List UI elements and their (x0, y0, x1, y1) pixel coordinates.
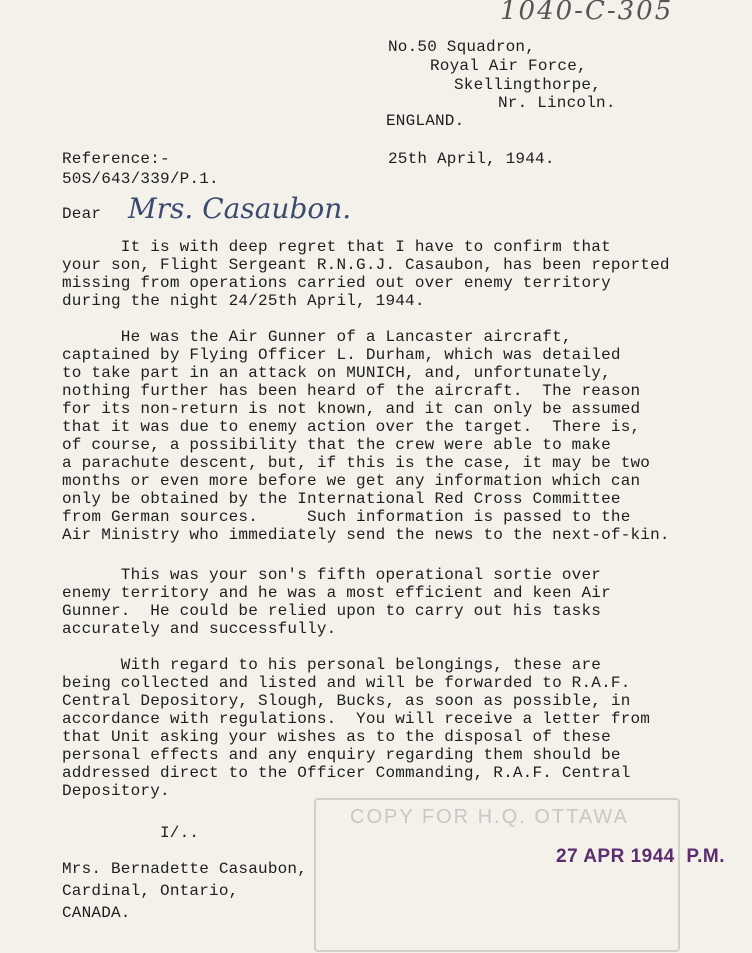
paragraph-line: a parachute descent, but, if this is the case, it may be two (62, 454, 651, 472)
paragraph-line: captained by Flying Officer L. Durham, which was detailed (62, 346, 621, 364)
paragraph-line: With regard to his personal belongings, these are (62, 656, 602, 674)
paragraph-line: from German sources. Such information is passed to the (62, 508, 631, 526)
paragraph-line: to take part in an attack on MUNICH, and, unfortunately, (62, 364, 611, 382)
reference-code: 50S/643/339/P.1. (62, 170, 219, 188)
paragraph-line: addressed direct to the Officer Commanding, R.A.F. Central (62, 764, 631, 782)
paragraph-line: Air Ministry who immediately send the news to the next-of-kin. (62, 526, 670, 544)
paragraph-line: during the night 24/25th April, 1944. (62, 292, 425, 310)
paragraph-line: enemy territory and he was a most efficient and keen Air (62, 584, 611, 602)
paragraph-line: It is with deep regret that I have to confirm that (62, 238, 611, 256)
paragraph-1 (62, 238, 752, 310)
paragraph-line: Central Depository, Slough, Bucks, as soon as possible, in (62, 692, 631, 710)
paragraph-line: that Unit asking your wishes as to the disposal of these (62, 728, 611, 746)
paragraph-line: being collected and listed and will be forwarded to R.A.F. (62, 674, 631, 692)
paragraph-line: He was the Air Gunner of a Lancaster aircraft, (62, 328, 572, 346)
faded-stamp-text: COPY FOR H.Q. OTTAWA (350, 806, 629, 828)
paragraph-line: accurately and successfully. (62, 620, 337, 638)
paragraph-4 (62, 656, 752, 800)
paragraph-line: accordance with regulations. You will receive a letter from (62, 710, 651, 728)
recipient-line-3: CANADA. (62, 904, 131, 922)
received-date-stamp: 27 APR 1944 P.M. (556, 846, 726, 867)
salutation-signature-name: Mrs. Casaubon. (128, 192, 352, 225)
reference-label: Reference:- (62, 150, 170, 168)
salutation: Dear (62, 205, 102, 223)
address-line-1: No.50 Squadron, (388, 38, 536, 56)
address-line-2: Royal Air Force, (430, 57, 587, 75)
paragraph-2 (62, 328, 752, 544)
recipient-line-2: Cardinal, Ontario, (62, 882, 239, 900)
paragraph-line: that it was due to enemy action over the target. There is, (62, 418, 641, 436)
paragraph-line: your son, Flight Sergeant R.N.G.J. Casaubon, has been reported (62, 256, 670, 274)
address-line-3: Skellingthorpe, (454, 76, 602, 94)
paragraph-line: of course, a possibility that the crew were able to make (62, 436, 611, 454)
paragraph-line: Depository. (62, 782, 170, 800)
paragraph-line: nothing further has been heard of the aircraft. The reason (62, 382, 641, 400)
paragraph-line: This was your son's fifth operational sortie over (62, 566, 602, 584)
paragraph-line: personal effects and any enquiry regarding them should be (62, 746, 621, 764)
paragraph-3 (62, 566, 752, 638)
closing-mark: I/.. (160, 824, 200, 842)
paragraph-line: months or even more before we get any information which can (62, 472, 641, 490)
paragraph-line: Gunner. He could be relied upon to carry out his tasks (62, 602, 602, 620)
address-line-4: Nr. Lincoln. (498, 94, 616, 112)
recipient-line-1: Mrs. Bernadette Casaubon, (62, 860, 308, 878)
address-country: ENGLAND. (386, 112, 465, 130)
paragraph-line: only be obtained by the International Red Cross Committee (62, 490, 621, 508)
letter-date: 25th April, 1944. (388, 150, 555, 168)
paragraph-line: missing from operations carried out over enemy territory (62, 274, 611, 292)
paragraph-line: for its non-return is not known, and it can only be assumed (62, 400, 641, 418)
file-reference-handwritten: 1040-C-305 (500, 0, 674, 26)
